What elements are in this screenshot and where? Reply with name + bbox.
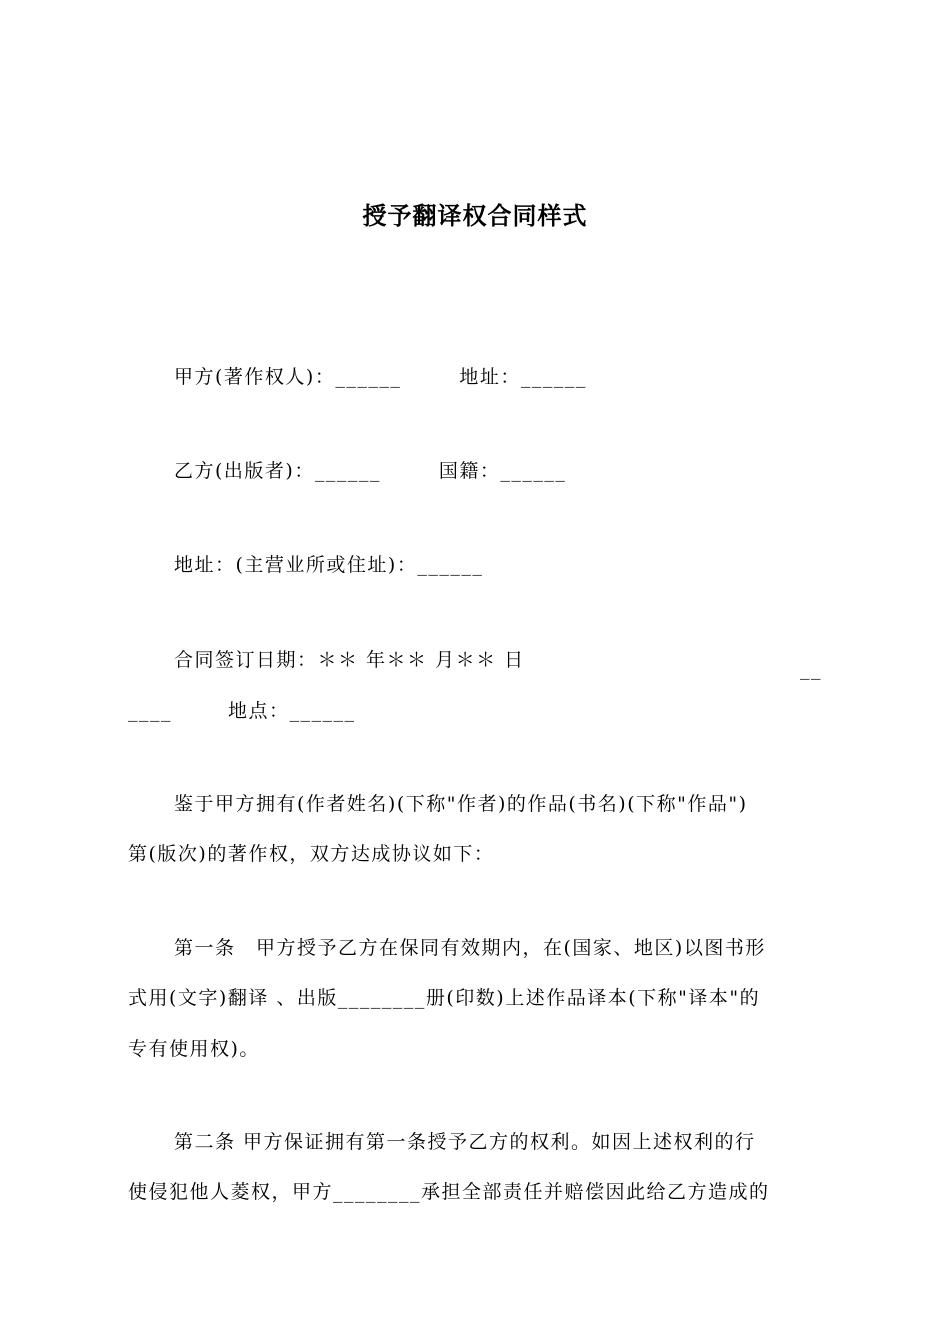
article-2-line-2: 使侵犯他人菱权，甲方________承担全部责任并赔偿因此给乙方造成的 [128, 1181, 770, 1203]
party-a-line [174, 364, 587, 390]
sign-date: 合同签订日期：＊＊ 年＊＊ 月＊＊ 日 [174, 649, 525, 671]
party-a-address: 地址：______ [459, 366, 587, 388]
article-1-line-1: 第一条 甲方授予乙方在保同有效期内，在(国家、地区)以图书形 [174, 937, 766, 959]
document-title: 授予翻译权合同样式 [362, 201, 588, 230]
sign-blank-b: ____ [128, 700, 172, 722]
preamble-line-2: 第(版次)的著作权，双方达成协议如下： [128, 843, 495, 865]
sign-blank-a: __ [800, 658, 822, 680]
sign-place: 地点：______ [228, 700, 356, 722]
party-b-nationality: 国籍：______ [438, 460, 567, 482]
business-address: 地址：(主营业所或住址)：______ [174, 554, 484, 576]
article-2-line-1: 第二条 甲方保证拥有第一条授予乙方的权利。如因上述权利的行 [174, 1131, 756, 1153]
preamble-line-1: 鉴于甲方拥有(作者姓名)(下称"作者)的作品(书名)(下称"作品") [174, 793, 748, 815]
sign-place-line [128, 698, 356, 724]
party-a-label: 甲方(著作权人)：______ [174, 366, 402, 388]
party-b-label: 乙方(出版者)：______ [174, 460, 381, 482]
party-b-line [174, 458, 566, 484]
article-1-line-2: 式用(文字)翻译 、出版________册(印数)上述作品译本(下称"译本"的 [128, 987, 761, 1009]
article-1-line-3: 专有使用权)。 [128, 1038, 260, 1060]
